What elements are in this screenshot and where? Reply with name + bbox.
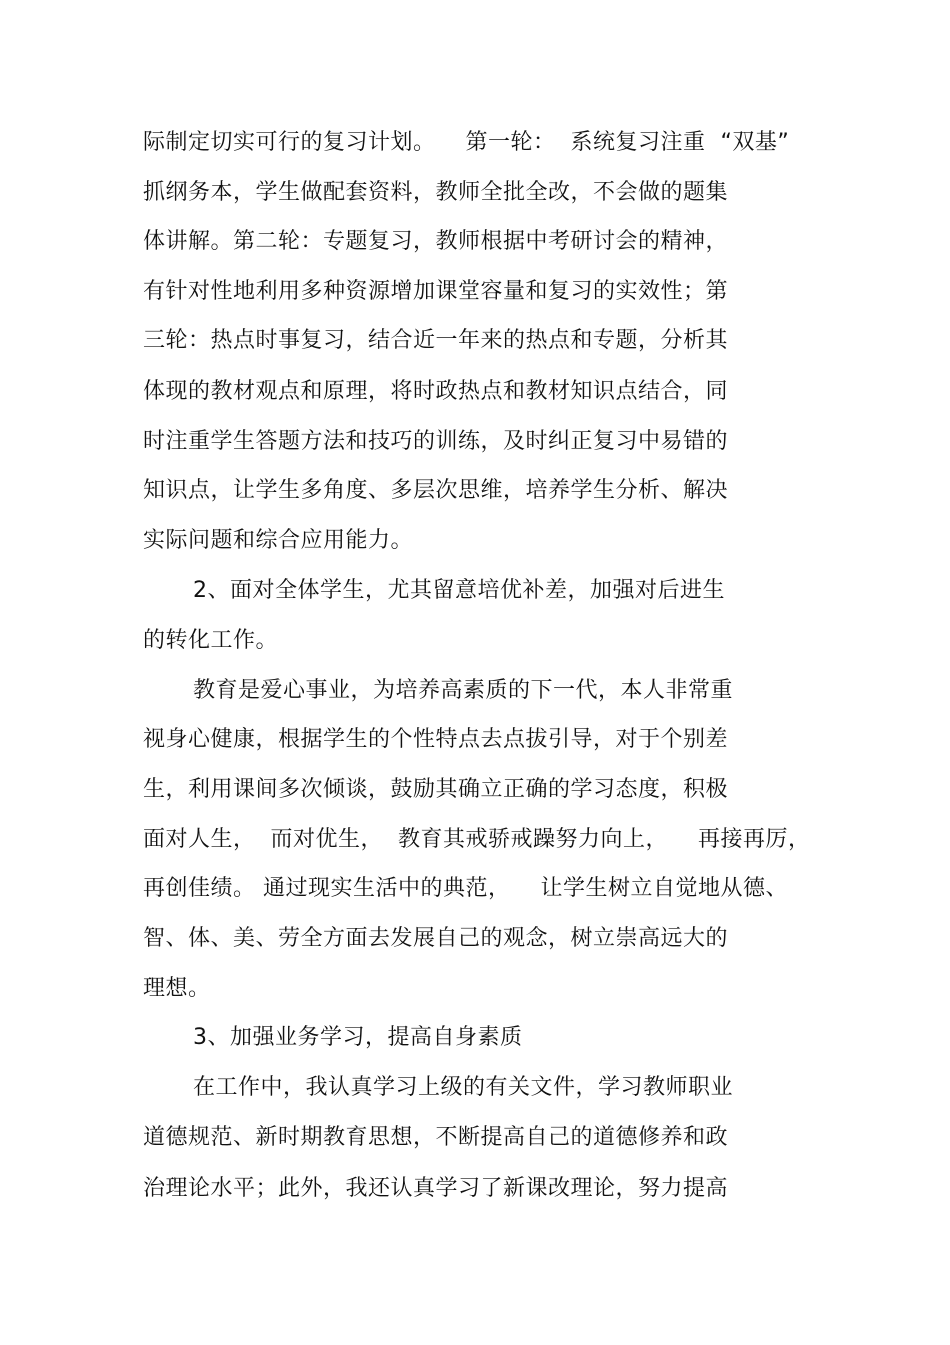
- text-line-5: 三轮：热点时事复习，结合近一年来的热点和专题，分析其: [143, 328, 729, 353]
- text-line-6: 体现的教材观点和原理，将时政热点和教材知识点结合，同: [143, 379, 729, 404]
- text-line-14: 生，利用课间多次倾谈，鼓励其确立正确的学习态度，积极: [143, 777, 729, 802]
- text-line-18: 理想。: [143, 976, 211, 1001]
- section-heading-2: 2、面对全体学生，尤其留意培优补差，加强对后进生: [193, 578, 725, 603]
- text-line-7: 时注重学生答题方法和技巧的训练，及时纠正复习中易错的: [143, 429, 729, 454]
- text-line-3: 体讲解。第二轮：专题复习，教师根据中考研讨会的精神，: [143, 229, 729, 254]
- section-heading-3: 3、加强业务学习，提高自身素质: [193, 1025, 523, 1050]
- text-line-16: 再创佳绩。 通过现实生活中的典范， 让学生树立自觉地从德、: [143, 876, 788, 901]
- text-line-2: 抓纲务本，学生做配套资料，教师全批全改，不会做的题集: [143, 180, 729, 205]
- text-line-1: 际制定切实可行的复习计划。 第一轮： 系统复习注重 “双基”: [143, 130, 790, 155]
- text-line-22: 治理论水平；此外，我还认真学习了新课改理论，努力提高: [143, 1176, 729, 1201]
- text-line-11: 的转化工作。: [143, 628, 279, 653]
- text-line-15: 面对人生， 而对优生， 教育其戒骄戒躁努力向上， 再接再厉，: [143, 827, 811, 852]
- text-line-17: 智、体、美、劳全方面去发展自己的观念，树立崇高远大的: [143, 926, 729, 951]
- text-line-21: 道德规范、新时期教育思想，不断提高自己的道德修养和政: [143, 1125, 729, 1150]
- text-line-9: 实际问题和综合应用能力。: [143, 528, 414, 553]
- text-line-20: 在工作中，我认真学习上级的有关文件，学习教师职业: [193, 1075, 734, 1100]
- text-line-12: 教育是爱心事业，为培养高素质的下一代，本人非常重: [193, 678, 734, 703]
- text-line-13: 视身心健康，根据学生的个性特点去点拔引导，对于个别差: [143, 727, 729, 752]
- text-line-4: 有针对性地利用多种资源增加课堂容量和复习的实效性；第: [143, 279, 729, 304]
- text-line-8: 知识点，让学生多角度、多层次思维，培养学生分析、解决: [143, 478, 729, 503]
